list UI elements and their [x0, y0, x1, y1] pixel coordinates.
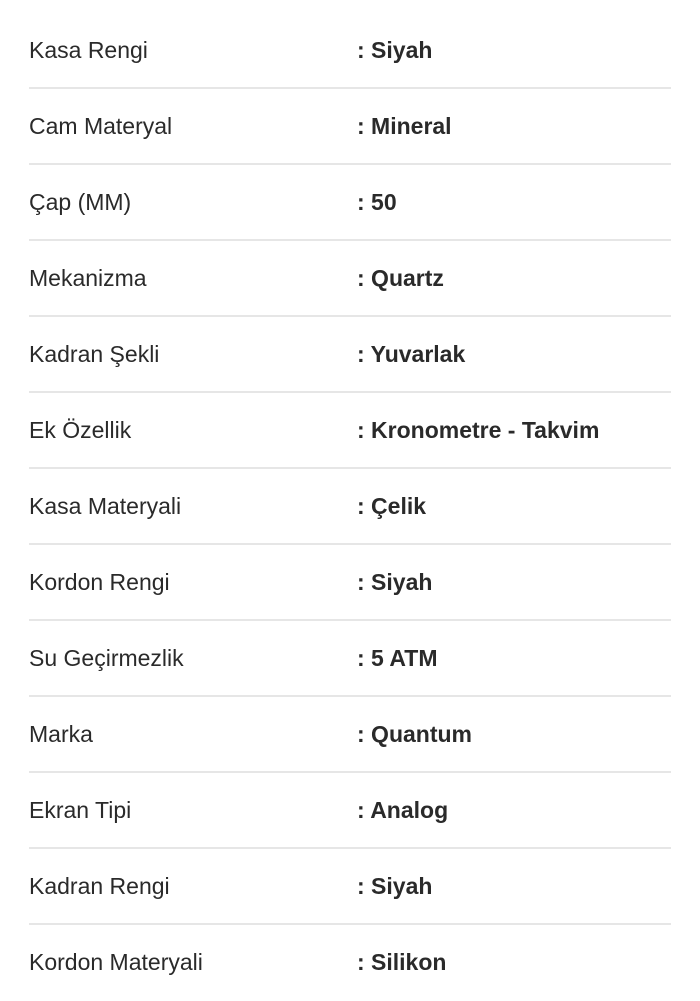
spec-row-kadran-sekli	[29, 317, 671, 393]
spec-label: Marka	[29, 721, 93, 747]
spec-value: : Siyah	[357, 873, 433, 899]
spec-row-ekran-tipi	[29, 773, 671, 849]
spec-value: : Kronometre - Takvim	[357, 417, 600, 443]
spec-label: Kordon Rengi	[29, 569, 170, 595]
spec-value: : Quartz	[357, 265, 444, 291]
spec-row-kordon-rengi	[29, 545, 671, 621]
spec-value: : 50	[357, 189, 397, 215]
product-specs-table	[29, 13, 671, 1001]
spec-row-kasa-rengi	[29, 13, 671, 89]
spec-row-kadran-rengi	[29, 849, 671, 925]
spec-value: : Analog	[357, 797, 449, 823]
spec-label: Kordon Materyali	[29, 949, 203, 975]
spec-value: : Silikon	[357, 949, 447, 975]
spec-value: : Yuvarlak	[357, 341, 466, 367]
spec-row-marka	[29, 697, 671, 773]
spec-row-cap	[29, 165, 671, 241]
spec-label: Çap (MM)	[29, 189, 132, 215]
spec-value: : Siyah	[357, 569, 433, 595]
spec-label: Kasa Rengi	[29, 37, 148, 63]
spec-label: Mekanizma	[29, 265, 147, 291]
spec-value: : Quantum	[357, 721, 472, 747]
spec-label: Kasa Materyali	[29, 493, 182, 519]
spec-value: : Siyah	[357, 37, 433, 63]
spec-label: Cam Materyal	[29, 113, 173, 139]
spec-label: Kadran Rengi	[29, 873, 170, 899]
spec-value: : Çelik	[357, 493, 427, 519]
spec-row-su-gecirmezlik	[29, 621, 671, 697]
spec-value: : 5 ATM	[357, 645, 438, 671]
spec-label: Ek Özellik	[29, 417, 132, 443]
spec-row-kordon-materyali	[29, 925, 671, 1001]
spec-value: : Mineral	[357, 113, 452, 139]
spec-label: Kadran Şekli	[29, 341, 160, 367]
spec-label: Su Geçirmezlik	[29, 645, 184, 671]
spec-row-kasa-materyali	[29, 469, 671, 545]
spec-row-cam-materyal	[29, 89, 671, 165]
spec-row-ek-ozellik	[29, 393, 671, 469]
spec-row-mekanizma	[29, 241, 671, 317]
spec-label: Ekran Tipi	[29, 797, 132, 823]
